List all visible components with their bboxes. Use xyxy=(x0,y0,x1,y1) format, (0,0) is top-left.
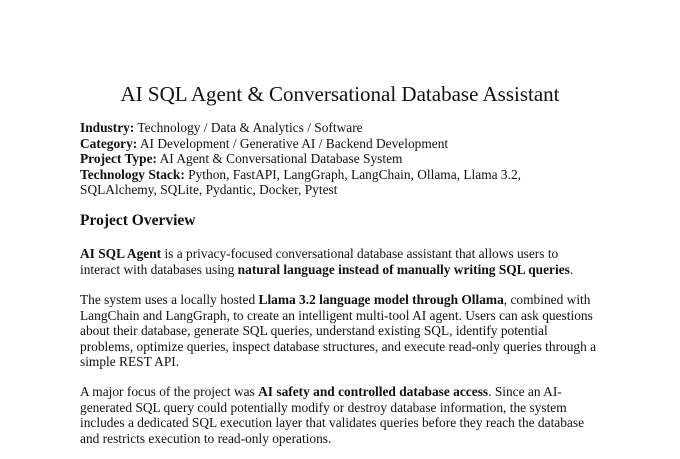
paragraph-bold-text: AI SQL Agent xyxy=(80,246,162,261)
paragraph-text: . xyxy=(569,261,574,277)
document-title: AI SQL Agent & Conversational Database Assistant xyxy=(120,82,560,106)
paragraph-line xyxy=(80,384,620,400)
paragraph-bold-text: natural language instead of manually writing SQL queries xyxy=(237,261,570,277)
meta-industry-value: Technology / Data & Analytics / Software xyxy=(134,120,363,135)
paragraph-bold-text: Llama 3.2 language model through Ollama xyxy=(258,292,504,307)
meta-tech-stack-label: Technology Stack: xyxy=(80,166,185,182)
meta-tech-stack xyxy=(80,167,640,183)
paragraph-line xyxy=(80,246,620,262)
paragraph-line: generated SQL query could potentially modify or destroy database information, the system xyxy=(80,399,567,415)
meta-project-type xyxy=(80,151,640,167)
overview-paragraph-1 xyxy=(80,246,620,277)
project-metadata xyxy=(80,120,640,198)
paragraph-line: and restricts execution to read-only operations. xyxy=(80,430,332,446)
overview-paragraph-3 xyxy=(80,384,620,446)
meta-category xyxy=(80,136,640,152)
paragraph-line: about their database, generate SQL queries, understand existing SQL, identify potential xyxy=(80,323,548,338)
meta-tech-stack-value-line1: Python, FastAPI, LangGraph, LangChain, Ollama, Llama 3.2, xyxy=(184,166,521,182)
meta-category-label: Category: xyxy=(80,135,138,151)
meta-tech-stack-value-line2: SQLAlchemy, SQLite, Pydantic, Docker, Pytest xyxy=(80,182,338,197)
paragraph-line xyxy=(80,262,620,278)
paragraph-text: , combined with xyxy=(503,292,591,307)
meta-project-type-value: AI Agent & Conversational Database System xyxy=(156,151,403,166)
paragraph-line: LangChain and LangGraph, to create an intelligent multi-tool AI agent. Users can ask questions xyxy=(80,307,593,323)
section-heading-overview: Project Overview xyxy=(80,212,196,229)
paragraph-line: simple REST API. xyxy=(80,354,180,369)
paragraph-text: . Since an AI- xyxy=(488,384,562,399)
paragraph-line: problems, optimize queries, inspect database structures, and execute read-only queries through a xyxy=(80,338,597,354)
paragraph-line: includes a dedicated SQL execution layer that validates queries before they reach the database xyxy=(80,415,585,430)
paragraph-line xyxy=(80,292,620,308)
meta-project-type-label: Project Type: xyxy=(80,151,157,166)
paragraph-text: The system uses a locally hosted xyxy=(80,292,259,307)
overview-paragraph-2 xyxy=(80,292,620,370)
meta-category-value: AI Development / Generative AI / Backend Development xyxy=(137,135,449,151)
meta-tech-stack-continued xyxy=(80,182,640,198)
meta-industry xyxy=(80,120,640,136)
paragraph-bold-text: AI safety and controlled database access xyxy=(258,384,489,399)
paragraph-text: is a privacy-focused conversational database assistant that allows users to xyxy=(161,246,559,261)
meta-industry-label: Industry: xyxy=(80,120,135,135)
paragraph-text: interact with databases using xyxy=(80,261,238,277)
paragraph-text: A major focus of the project was xyxy=(80,384,259,399)
